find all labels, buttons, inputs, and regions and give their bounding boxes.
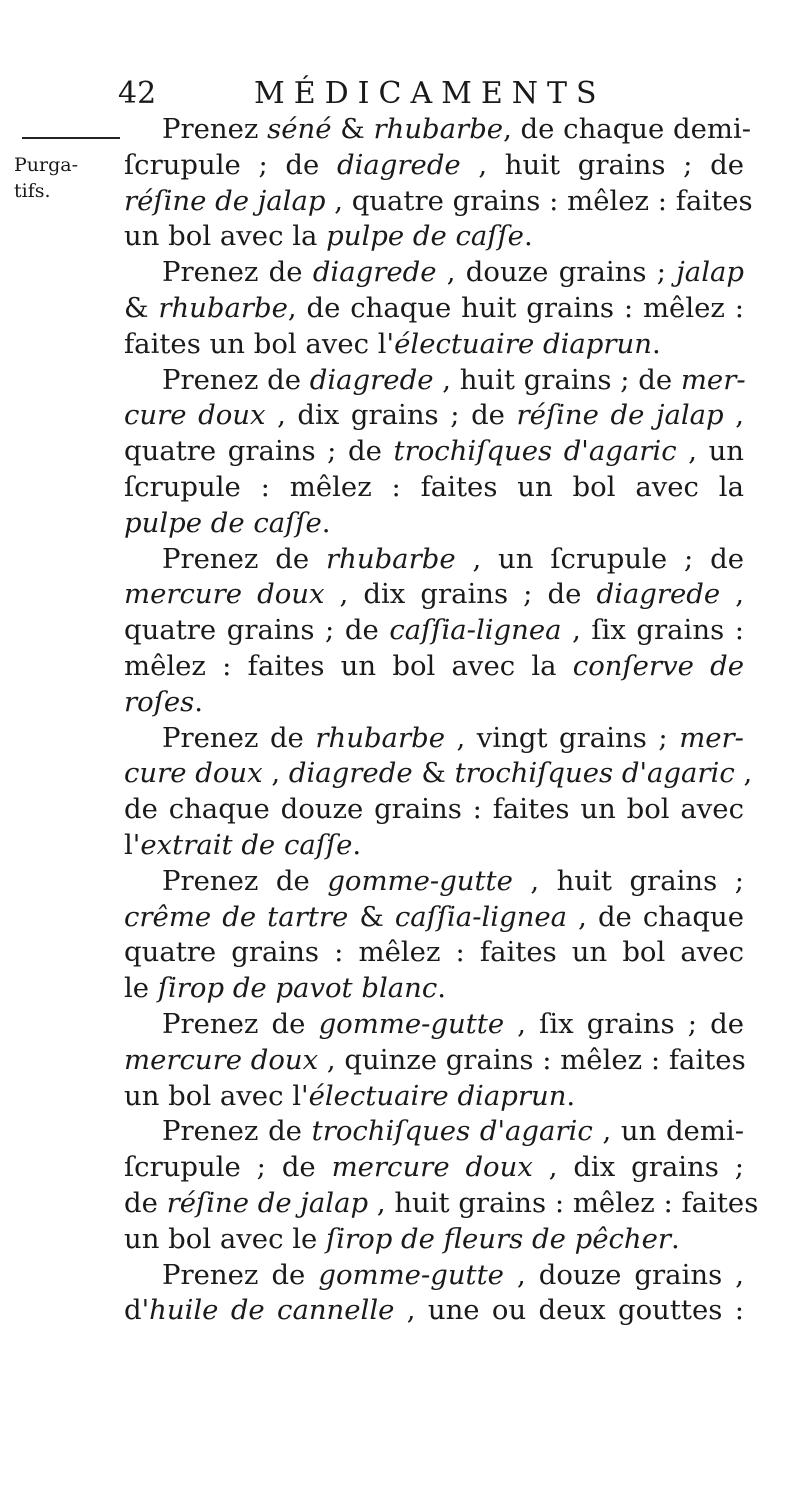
text-run: le bbox=[124, 972, 158, 1005]
italic-term: caſſia-lignea bbox=[394, 900, 568, 933]
italic-term: ſirop de fleurs de pêcher bbox=[326, 1222, 672, 1255]
italic-term: conſerve de bbox=[572, 649, 744, 682]
body-text bbox=[124, 112, 759, 1329]
italic-term: pulpe de caſſe bbox=[124, 506, 322, 539]
text-line bbox=[124, 327, 744, 363]
text-run: , dix grains ; bbox=[532, 1151, 744, 1184]
italic-term: crême de tartre bbox=[124, 900, 349, 933]
text-run: & bbox=[348, 900, 395, 933]
text-line bbox=[124, 363, 744, 399]
italic-term: séné bbox=[267, 113, 332, 145]
italic-term: rhubarbe bbox=[373, 113, 504, 145]
text-run: . bbox=[321, 506, 331, 539]
text-run: un bol avec l' bbox=[124, 1079, 309, 1112]
margin-note bbox=[14, 152, 78, 204]
text-line bbox=[124, 506, 744, 542]
text-line bbox=[124, 542, 744, 578]
text-line bbox=[124, 255, 744, 291]
text-run: , huit grains ; de bbox=[433, 363, 681, 396]
text-run: , douze grains , bbox=[503, 1258, 744, 1291]
text-run: . bbox=[523, 220, 533, 253]
text-run: , bbox=[723, 399, 744, 432]
italic-term: électuaire diaprun bbox=[308, 1079, 567, 1112]
text-line bbox=[124, 1186, 759, 1222]
italic-term: diagrede bbox=[596, 578, 721, 611]
italic-term: gomme-gutte bbox=[327, 864, 513, 897]
text-line bbox=[124, 1258, 744, 1294]
italic-term: mercure doux bbox=[331, 1151, 533, 1184]
text-line bbox=[124, 434, 744, 470]
text-line bbox=[124, 971, 744, 1007]
text-line bbox=[124, 1043, 744, 1079]
italic-term: cure doux bbox=[124, 757, 263, 790]
text-run: , un demi- bbox=[592, 1115, 745, 1148]
italic-term: trochiſques d'agaric bbox=[393, 435, 677, 468]
text-run: Prenez bbox=[162, 113, 268, 145]
text-run: Prenez de bbox=[162, 1258, 319, 1291]
text-run: , quatre grains : mêlez : faites bbox=[325, 184, 753, 217]
italic-term: mer- bbox=[680, 363, 746, 396]
italic-term: réſine de jalap bbox=[124, 184, 326, 217]
italic-term: jalap bbox=[676, 256, 744, 289]
italic-term: réſine de jalap bbox=[516, 399, 724, 432]
text-line bbox=[124, 756, 753, 792]
text-run: , de chaque demi- bbox=[503, 113, 752, 145]
text-line bbox=[124, 112, 752, 148]
text-run: . bbox=[194, 685, 204, 718]
text-run: , de chaque bbox=[567, 900, 744, 933]
text-run: de chaque douze grains : faites un bol avec bbox=[124, 793, 744, 826]
text-run: Prenez de bbox=[162, 542, 326, 575]
text-line bbox=[124, 721, 744, 757]
italic-term: diagrede bbox=[312, 256, 437, 289]
text-run: Prenez de bbox=[162, 363, 310, 396]
italic-term: rhubarbe bbox=[158, 291, 288, 324]
text-run: , un ſcrupule ; de bbox=[455, 542, 744, 575]
italic-term: cure doux bbox=[124, 399, 266, 432]
running-title: MÉDICAMENTS bbox=[254, 76, 606, 111]
italic-term: mer- bbox=[679, 721, 744, 754]
text-run: & bbox=[124, 291, 159, 324]
text-run: Prenez de bbox=[162, 864, 328, 897]
text-run: mêlez : faites un bol avec la bbox=[124, 649, 573, 682]
italic-term: extrait de caſſe bbox=[140, 828, 353, 861]
text-line bbox=[124, 1114, 744, 1150]
italic-term: diagrede bbox=[309, 363, 434, 396]
italic-term: ſirop de pavot blanc bbox=[157, 972, 438, 1005]
text-run: , de chaque huit grains : mêlez : bbox=[287, 291, 744, 324]
text-run: & bbox=[331, 113, 374, 145]
text-run: Prenez de bbox=[162, 256, 313, 289]
text-run: , un bbox=[676, 435, 744, 468]
italic-term: mercure doux bbox=[124, 578, 325, 611]
text-line bbox=[124, 792, 744, 828]
text-line bbox=[124, 1150, 744, 1186]
page-number: 42 bbox=[118, 76, 157, 111]
margin-rule bbox=[22, 137, 120, 139]
text-line bbox=[124, 148, 744, 184]
text-run: , vingt grains ; bbox=[444, 721, 680, 754]
text-line bbox=[124, 1079, 744, 1115]
italic-term: rhubarbe bbox=[326, 542, 456, 575]
italic-term: trochiſques d'agaric bbox=[454, 757, 735, 790]
text-run: . bbox=[651, 327, 661, 360]
text-run: . bbox=[566, 1079, 576, 1112]
text-line bbox=[124, 470, 744, 506]
text-run: , huit grains ; bbox=[512, 864, 744, 897]
text-run: . bbox=[352, 828, 362, 861]
italic-term: diagrede bbox=[288, 757, 413, 790]
text-run: & bbox=[412, 757, 455, 790]
text-run: quatre grains ; de bbox=[124, 614, 390, 647]
text-run: d' bbox=[124, 1294, 150, 1327]
text-run: Prenez de bbox=[162, 721, 316, 754]
text-run: , bbox=[734, 757, 753, 790]
italic-term: caſſia-lignea bbox=[389, 614, 562, 647]
italic-term: roſes bbox=[124, 685, 195, 718]
text-line bbox=[124, 613, 744, 649]
text-run: . bbox=[671, 1222, 680, 1255]
text-line bbox=[124, 1293, 744, 1329]
text-line bbox=[124, 649, 744, 685]
text-run: , ſix grains ; de bbox=[504, 1007, 744, 1040]
text-line bbox=[124, 291, 744, 327]
text-run: Prenez de bbox=[162, 1115, 312, 1148]
text-run: un bol avec la bbox=[124, 220, 327, 253]
italic-term: diagrede bbox=[337, 148, 461, 181]
text-run: , huit grains ; de bbox=[460, 148, 744, 181]
italic-term: trochiſques d'agaric bbox=[311, 1115, 593, 1148]
text-run: , bbox=[720, 578, 745, 611]
text-run: ſcrupule : mêlez : faites un bol avec la bbox=[124, 470, 744, 503]
text-line bbox=[124, 398, 744, 434]
text-line bbox=[124, 864, 744, 900]
text-line bbox=[124, 935, 744, 971]
margin-note-line: tifs. bbox=[14, 180, 51, 202]
text-line bbox=[124, 577, 744, 613]
text-line bbox=[124, 219, 744, 255]
italic-term: pulpe de caſſe bbox=[326, 220, 524, 253]
italic-term: électuaire diaprun bbox=[394, 327, 652, 360]
text-run: un bol avec le bbox=[124, 1222, 327, 1255]
text-run: , une ou deux gouttes : bbox=[394, 1294, 744, 1327]
text-run: , ſix grains : bbox=[561, 614, 744, 647]
text-run: , dix grains ; de bbox=[324, 578, 597, 611]
italic-term: huile de cannelle bbox=[149, 1294, 395, 1327]
text-line bbox=[124, 1222, 744, 1258]
text-run: , dix grains ; de bbox=[265, 399, 517, 432]
text-run: quatre grains ; de bbox=[124, 435, 394, 468]
text-line bbox=[124, 828, 744, 864]
text-run: ſcrupule ; de bbox=[124, 148, 337, 181]
italic-term: mercure doux bbox=[124, 1043, 319, 1076]
text-line bbox=[124, 184, 753, 220]
italic-term: gomme-gutte bbox=[318, 1258, 504, 1291]
text-run: , huit grains : mêlez : faites bbox=[368, 1186, 759, 1219]
text-line bbox=[124, 900, 744, 936]
margin-note-line: Purga- bbox=[14, 154, 79, 176]
text-run: , bbox=[262, 757, 289, 790]
italic-term: rhubarbe bbox=[315, 721, 445, 754]
text-run: Prenez de bbox=[162, 1007, 319, 1040]
text-run: , quinze grains : mêlez : faites bbox=[318, 1043, 746, 1076]
text-run: ſcrupule ; de bbox=[124, 1151, 332, 1184]
text-line bbox=[124, 685, 744, 721]
text-run: de bbox=[124, 1186, 167, 1219]
text-run: l' bbox=[124, 828, 141, 861]
text-run: quatre grains : mêlez : faites un bol avec bbox=[124, 936, 744, 969]
text-run: faites un bol avec l' bbox=[124, 327, 395, 360]
text-line bbox=[124, 1007, 744, 1043]
italic-term: réſine de jalap bbox=[166, 1186, 369, 1219]
text-run: . bbox=[437, 972, 446, 1005]
italic-term: gomme-gutte bbox=[318, 1007, 505, 1040]
text-run: , douze grains ; bbox=[436, 256, 677, 289]
